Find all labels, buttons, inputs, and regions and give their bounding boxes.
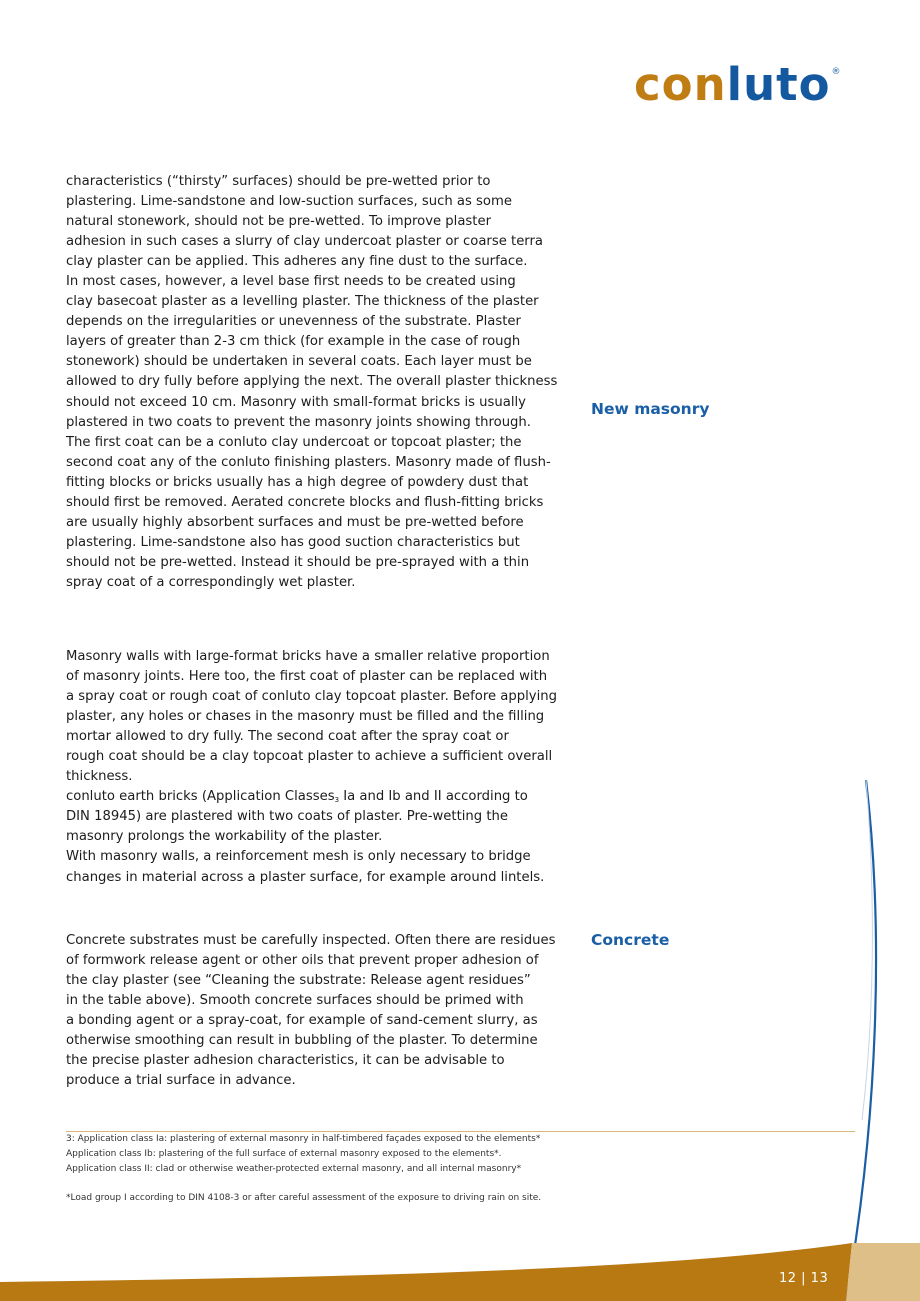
heading-concrete: Concrete [591, 931, 670, 949]
conluto-logo: conluto® [634, 58, 842, 111]
gold-footer-band [0, 1243, 852, 1301]
paragraph-large-format-bricks: Masonry walls with large-format bricks have a smaller relative proportion of masonry joints. Here too, the first coat of plaster can be replaced with a spray coat or rough coat of conluto clay topcoat plaster. Before applying plaster, any holes or chases in the masonry must be filled and the filling mortar allowed to dry fully. The second coat after the spray coat or rough coat should be a clay topcoat plaster to achieve a sufficient overall thickness. conluto earth bricks (Application Classes$^3$ Ia and Ib and II according to DIN 18945) are plastered with two coats of plaster. Pre-wetting the masonry prolongs the workability of the plaster. With masonry walls, a reinforcement mesh is only necessary to bridge changes in material across a plaster surface, for example around lintels. [66, 649, 557, 885]
heading-new-masonry: New masonry [591, 400, 710, 418]
footnote-load-group: *Load group I according to DIN 4108-3 or after careful assessment of the exposure to driving rain on site. [66, 1193, 542, 1203]
footnote-application-classes: 3: Application class Ia: plastering of external masonry in half-timbered façades exposed to the elements* Application class Ib: plastering of the full surface of external masonry exposed to the elements*. Application class II: clad or otherwise weather-protected external masonry, and all internal masonry* [66, 1134, 541, 1174]
paragraph-pre-wetting: characteristics (“thirsty” surfaces) should be pre-wetted prior to plastering. Lime-sandstone and low-suction surfaces, such as some natural stonework, should not be pre-wetted. To improve plaster adhesion in such cases a slurry of clay undercoat plaster or coarse terra clay plaster can be applied. This adheres any fine dust to the surface. In most cases, however, a level base first needs to be created using clay basecoat plaster as a levelling plaster. The thickness of the plaster depends on the irregularities or unevenness of the substrate. Plaster layers of greater than 2-3 cm thick (for example in the case of rough stonework) should be undertaken in several coats. Each layer must be allowed to dry fully before applying the next. The overall plaster thickness should not exceed 10 cm. Masonry with small-format bricks is usually plastered in two coats to prevent the masonry joints showing through. The first coat can be a conluto clay undercoat or topcoat plaster; the second coat any of the conluto finishing plasters. Masonry made of flush- fitting blocks or bricks usually has a high degree of powdery dust that should first be removed. Aerated concrete blocks and flush-fitting bricks are usually highly absorbent surfaces and must be pre-wetted before plastering. Lime-sandstone also has good suction characteristics but should not be pre-wetted. Instead it should be pre-sprayed with a thin spray coat of a correspondingly wet plaster. [66, 174, 558, 590]
paragraph-concrete-substrates: Concrete substrates must be carefully inspected. Often there are residues of formwork release agent or other oils that prevent proper adhesion of the clay plaster (see “Cleaning the substrate: Release agent residues” in the table above). Smooth concrete surfaces should be primed with a bonding agent or a spray-coat, for example of sand-cement slurry, as otherwise smoothing can result in bubbling of the plaster. To determine the precise plaster adhesion characteristics, it can be advisable to produce a trial surface in advance. [66, 933, 556, 1089]
gold-footer-band-light [846, 1243, 920, 1301]
blue-swoosh-curve [846, 780, 876, 1301]
page-numbers: 12 | 13 [779, 1271, 829, 1286]
